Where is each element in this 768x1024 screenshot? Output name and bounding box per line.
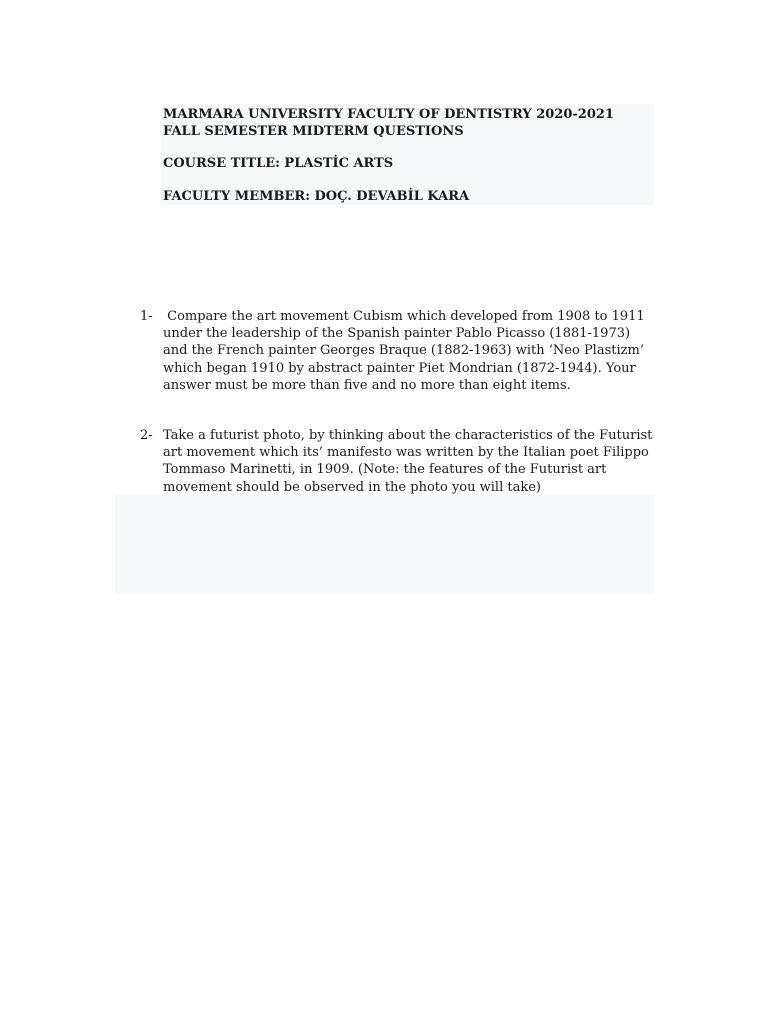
question-text: Compare the art movement Cubism which developed from 1908 to 1911 under the leadership of the Spanish painter Pablo Picasso (1881-1973) and the French painter Georges Braque (1882-1963) with ‘Neo Plastizm’ which began 1910 by abstract painter Piet Mondrian (1872-1944). Your answer must be more than five and no more than eight items. (163, 309, 645, 393)
faculty-member: FACULTY MEMBER: DOÇ. DEVABİL KARA (163, 189, 470, 204)
document-header (163, 106, 653, 205)
shaded-answer-area (115, 495, 654, 594)
question-number: 2- (140, 428, 153, 443)
question-text: Take a futurist photo, by thinking about the characteristics of the Futurist art movement which its’ manifesto was written by the Italian poet Filippo Tommaso Marinetti, in 1909. (Note: the features of the Futurist art movement should be observed in the photo you will take) (163, 428, 653, 495)
document-title: MARMARA UNIVERSITY FACULTY OF DENTISTRY 2020-2021 FALL SEMESTER MIDTERM QUESTIONS (163, 107, 614, 139)
course-title: COURSE TITLE: PLASTİC ARTS (163, 156, 394, 171)
question-number: 1- (140, 309, 153, 324)
